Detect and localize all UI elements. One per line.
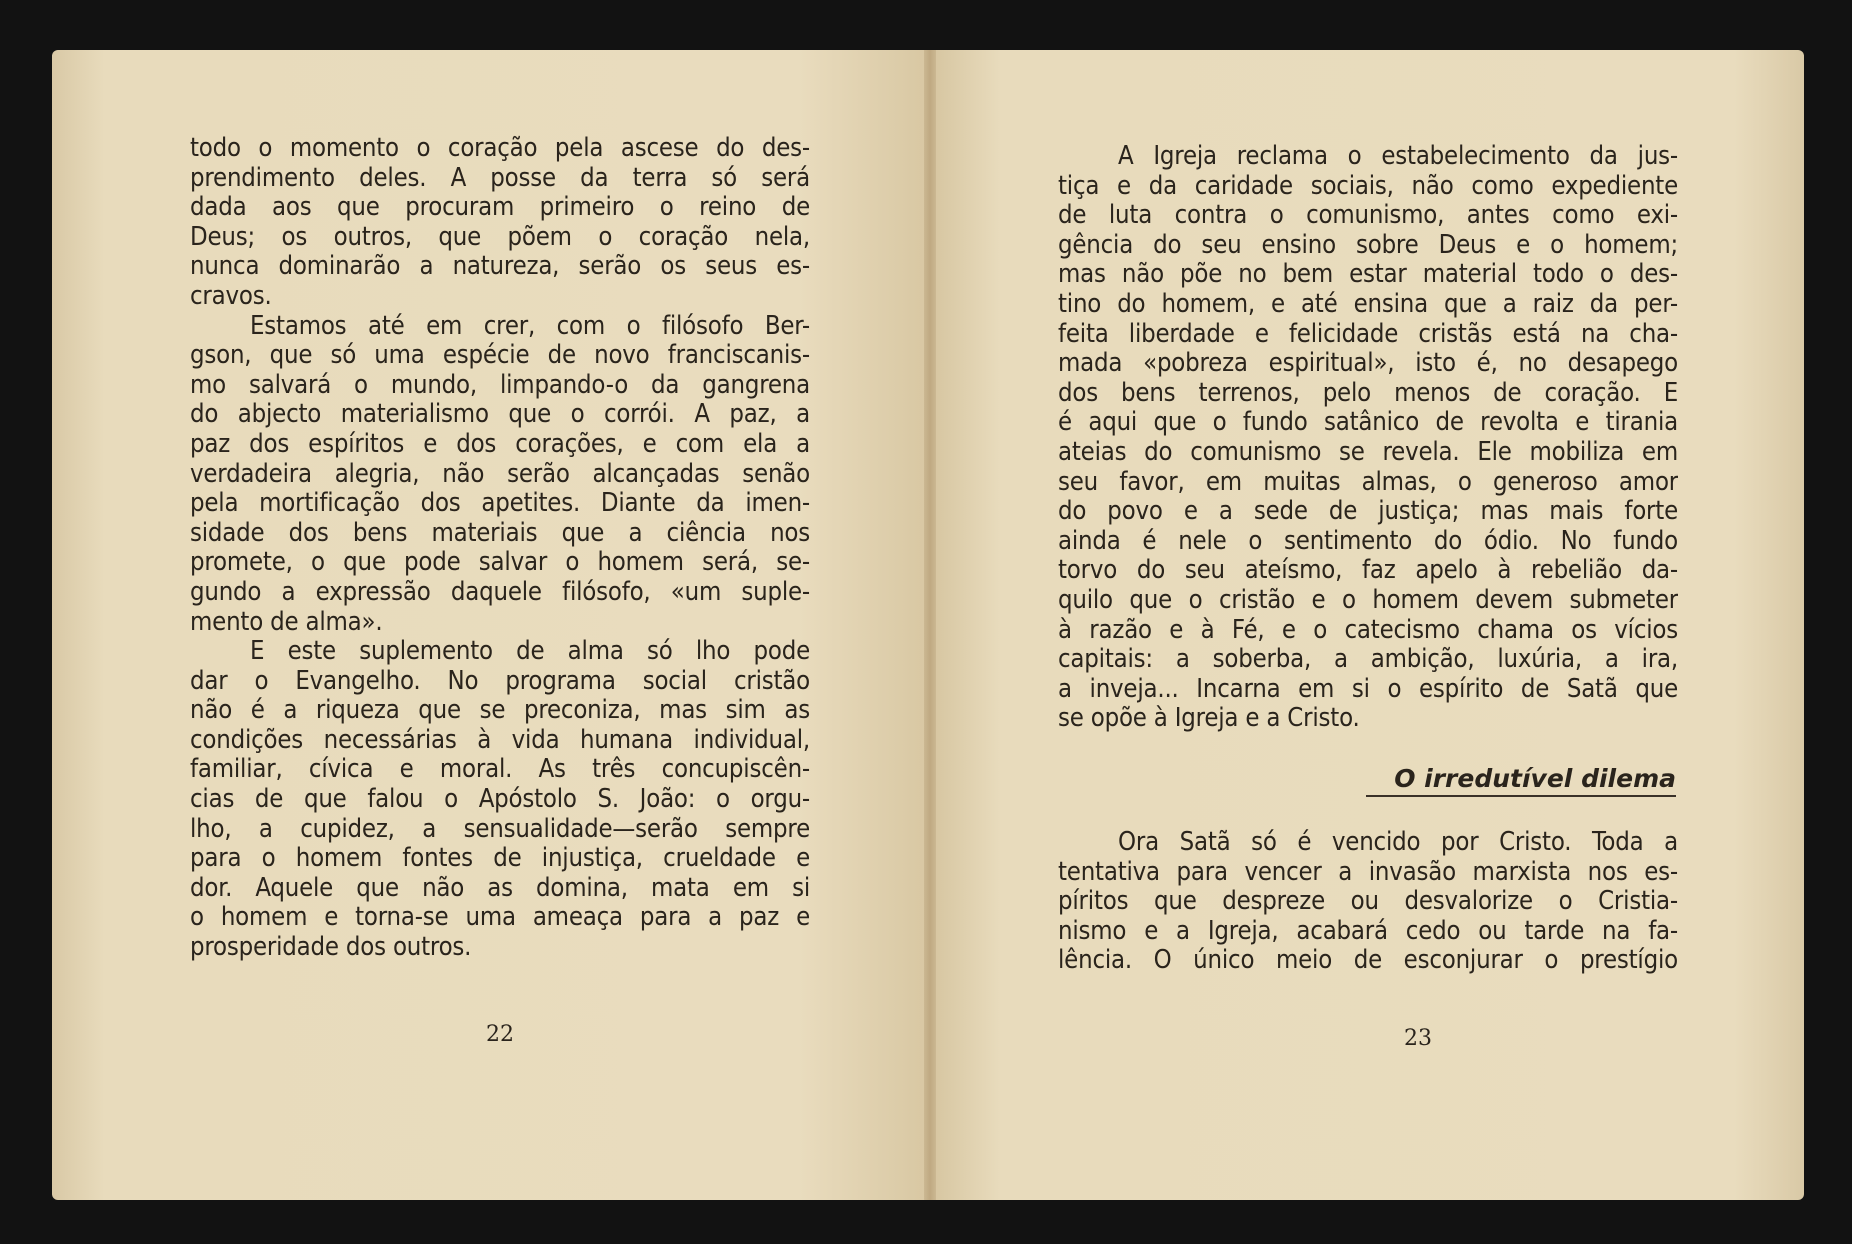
text-line: de luta contra o comunismo, antes como exi- [1058,201,1678,231]
text-line: torvo do seu ateísmo, faz apelo à rebelião da- [1058,556,1678,586]
text-line: capitais: a soberba, a ambição, luxúria, a ira, [1058,645,1678,675]
text-line: ateias do comunismo se revela. Ele mobiliza em [1058,437,1678,467]
text-line: familiar, cívica e moral. As três concupiscên- [190,755,810,785]
text-line: paz dos espíritos e dos corações, e com ela a [190,429,810,459]
text-line: Deus; os outros, que põem o coração nela, [190,222,810,252]
text-line: gência do seu ensino sobre Deus e o homem; [1058,230,1678,260]
text-line: do povo e a sede de justiça; mas mais forte [1058,497,1678,527]
right-page-text [1058,142,1678,734]
text-line: condições necessárias à vida humana individual, [190,725,810,755]
text-line: dada aos que procuram primeiro o reino de [190,193,810,223]
text-line: nismo e a Igreja, acabará cedo ou tarde na fa- [1058,916,1678,946]
book-gutter [924,50,936,1200]
text-line: para o homem fontes de injustiça, crueldade e [190,844,810,874]
right-page-text-continued [1058,828,1678,976]
page-number: 23 [1404,1026,1432,1051]
text-line: Ora Satã só é vencido por Cristo. Toda a [1118,828,1678,857]
right-page [930,50,1804,1200]
text-line: mo salvará o mundo, limpando-o da gangrena [190,370,810,400]
text-line: tiça e da caridade sociais, não como expediente [1058,171,1678,201]
text-line: mada «pobreza espiritual», isto é, no desapego [1058,349,1678,379]
text-line: feita liberdade e felicidade cristãs está na cha- [1058,319,1678,349]
text-line: promete, o que pode salvar o homem será, se- [190,548,810,578]
text-line: gson, que só uma espécie de novo franciscanis- [190,341,810,371]
text-line: do abjecto materialismo que o corrói. A paz, a [190,400,810,430]
text-line: mas não põe no bem estar material todo o des- [1058,260,1678,290]
left-page-text [190,134,810,963]
text-line: E este suplemento de alma só lho pode [250,637,810,667]
text-line: pela mortificação dos apetites. Diante da imen- [190,489,810,519]
text-line: dor. Aquele que não as domina, mata em si [190,873,810,903]
text-line: lência. O único meio de esconjurar o prestígio [1058,946,1678,976]
text-line: mento de alma». [190,607,383,637]
text-line: ainda é nele o sentimento do ódio. No fundo [1058,526,1678,556]
text-line: píritos que despreze ou desvalorize o Cristia- [1058,887,1678,917]
section-heading: O irredutível dilema [1366,764,1676,797]
text-line: não é a riqueza que se preconiza, mas sim as [190,696,810,726]
text-line: nunca dominarão a natureza, serão os seus es- [190,252,810,282]
book-spread [52,50,1804,1200]
text-line: a inveja... Incarna em si o espírito de Satã que [1058,674,1678,704]
text-line: sidade dos bens materiais que a ciência nos [190,518,810,548]
text-line: cravos. [190,281,272,311]
text-line: quilo que o cristão e o homem devem submeter [1058,585,1678,615]
text-line: à razão e à Fé, e o catecismo chama os vícios [1058,615,1678,645]
text-line: Estamos até em crer, com o filósofo Ber- [250,311,810,341]
text-line: se opõe à Igreja e a Cristo. [1058,704,1360,734]
text-line: seu favor, em muitas almas, o generoso amor [1058,467,1678,497]
text-line: dos bens terrenos, pelo menos de coração. E [1058,378,1678,408]
text-line: tino do homem, e até ensina que a raiz da per- [1058,289,1678,319]
left-page [52,50,930,1200]
text-line: cias de que falou o Apóstolo S. João: o orgu- [190,785,810,815]
text-line: gundo a expressão daquele filósofo, «um suple- [190,577,810,607]
text-line: o homem e torna-se uma ameaça para a paz e [190,903,810,933]
text-line: prendimento deles. A posse da terra só será [190,163,810,193]
text-line: é aqui que o fundo satânico de revolta e tirania [1058,408,1678,438]
text-line: todo o momento o coração pela ascese do des- [190,134,810,163]
text-line: tentativa para vencer a invasão marxista nos es- [1058,857,1678,887]
text-line: dar o Evangelho. No programa social cristão [190,666,810,696]
text-line: verdadeira alegria, não serão alcançadas senão [190,459,810,489]
page-number: 22 [486,1022,514,1047]
text-line: lho, a cupidez, a sensualidade—serão sempre [190,814,810,844]
text-line: prosperidade dos outros. [190,933,472,963]
text-line: A Igreja reclama o estabelecimento da jus- [1118,142,1678,171]
